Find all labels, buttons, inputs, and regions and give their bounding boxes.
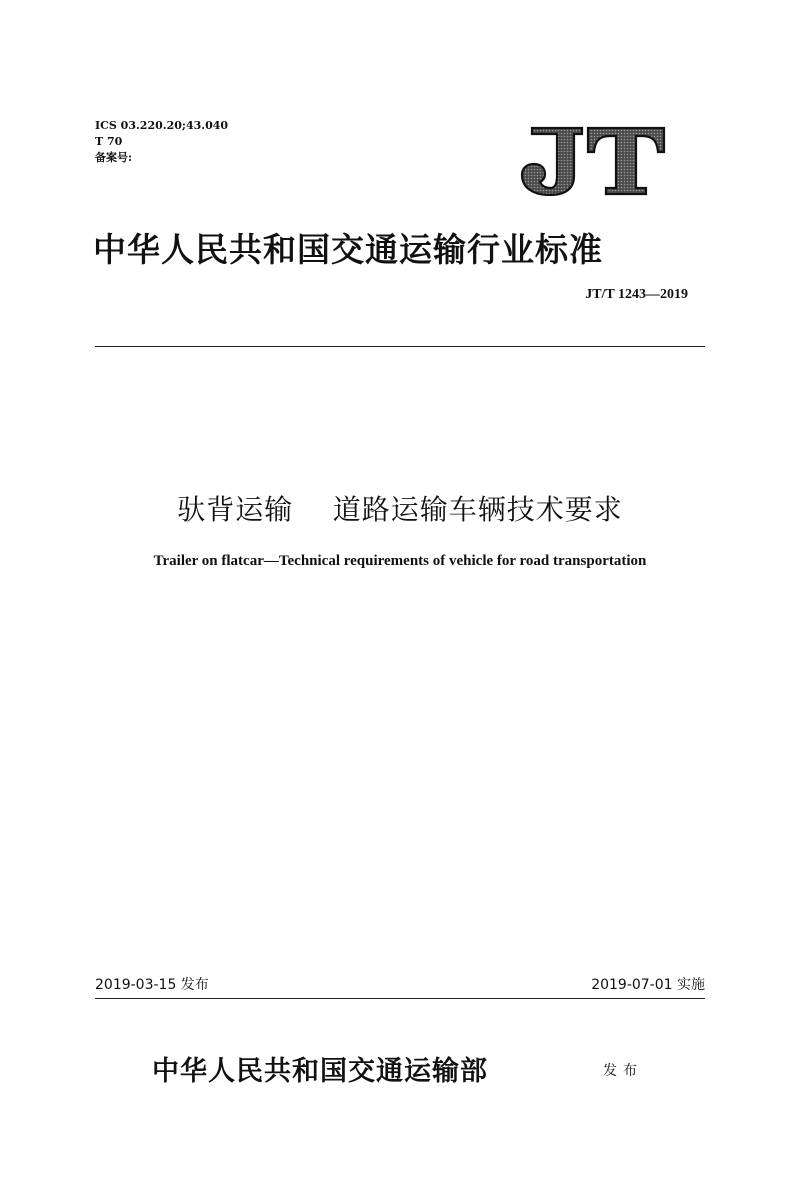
record-number-label: 备案号: (95, 151, 133, 164)
publish-action: 发布 (603, 1063, 643, 1079)
classification-block (95, 118, 228, 166)
standard-number: JT/T 1243—2019 (585, 287, 688, 302)
bottom-divider (95, 998, 705, 999)
document-title-chinese: 驮背运输 道路运输车辆技术要求 (177, 493, 623, 526)
logo-letter-j (522, 128, 582, 195)
implementation-date: 2019-07-01 实施 (591, 977, 705, 993)
standard-category-title: 中华人民共和国交通运输行业标准 (93, 230, 603, 269)
top-divider (95, 346, 705, 347)
class-code: T 70 (95, 135, 123, 148)
issue-date: 2019-03-15 发布 (95, 977, 209, 993)
jt-standard-logo (518, 126, 668, 196)
document-title-english: Trailer on flatcar—Technical requirements of vehicle for road transportation (153, 553, 647, 569)
ics-code: ICS 03.220.20;43.040 (95, 119, 229, 132)
logo-letter-t (588, 128, 664, 194)
publisher-name: 中华人民共和国交通运输部 (152, 1056, 488, 1087)
